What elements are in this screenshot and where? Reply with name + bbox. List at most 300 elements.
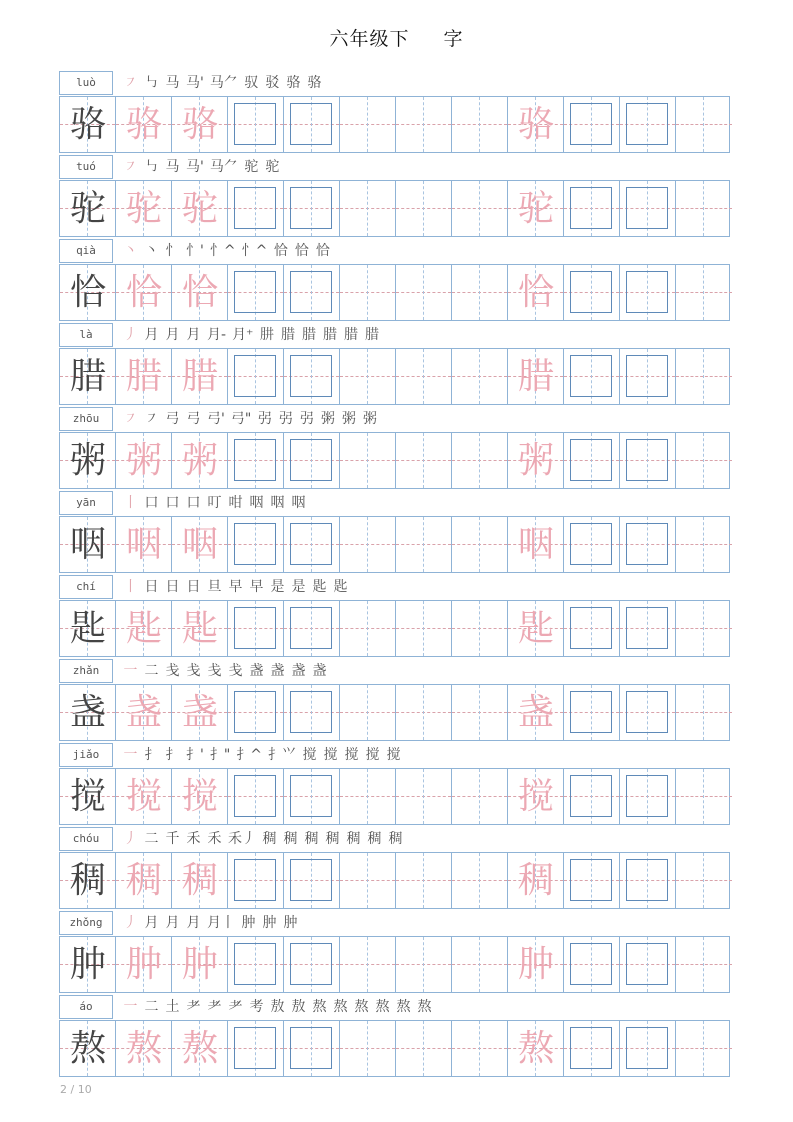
trace-character: 匙 xyxy=(181,608,218,649)
stroke-step: 口 xyxy=(186,495,201,511)
guide-vertical xyxy=(423,937,424,992)
stroke-order xyxy=(123,156,286,178)
trace-cell[interactable] xyxy=(116,601,172,656)
practice-cell[interactable] xyxy=(228,685,284,740)
practice-cell[interactable] xyxy=(284,97,340,152)
practice-cell[interactable] xyxy=(676,181,732,236)
model-character: 熬 xyxy=(69,1028,106,1069)
guide-vertical xyxy=(367,937,368,992)
guide-vertical xyxy=(703,265,704,320)
practice-cell[interactable] xyxy=(676,1021,732,1076)
inner-square xyxy=(234,439,276,481)
stroke-step: 稠 xyxy=(325,831,340,847)
stroke-step: 腊 xyxy=(280,327,295,343)
guide-vertical xyxy=(367,769,368,824)
trace-character: 肿 xyxy=(125,944,162,985)
practice-cell[interactable] xyxy=(564,769,620,824)
stroke-step: 搅 xyxy=(386,747,401,763)
pinyin-row xyxy=(59,574,730,601)
practice-cell[interactable] xyxy=(620,181,676,236)
pinyin-row xyxy=(59,238,730,265)
practice-cell[interactable] xyxy=(340,769,396,824)
stroke-step: 驳 xyxy=(265,75,280,91)
stroke-step: 肿 xyxy=(241,915,256,931)
practice-cell[interactable] xyxy=(340,181,396,236)
trace-cell[interactable] xyxy=(116,517,172,572)
stroke-step: 腊 xyxy=(343,327,358,343)
trace-cell[interactable] xyxy=(508,601,564,656)
practice-cell[interactable] xyxy=(228,97,284,152)
trace-cell[interactable] xyxy=(172,265,228,320)
trace-cell[interactable] xyxy=(508,265,564,320)
practice-cell[interactable] xyxy=(340,265,396,320)
practice-cell[interactable] xyxy=(284,601,340,656)
stroke-step: 盏 xyxy=(270,663,285,679)
practice-cell[interactable] xyxy=(620,1021,676,1076)
stroke-step: 丨 xyxy=(123,579,138,595)
guide-vertical xyxy=(479,601,480,656)
pinyin-label: zhǎn xyxy=(59,659,113,683)
practice-cell[interactable] xyxy=(676,433,732,488)
inner-square xyxy=(234,271,276,313)
stroke-step: 耂 xyxy=(207,999,222,1015)
stroke-step: 月⁺ xyxy=(232,327,254,343)
stroke-step: 旦 xyxy=(207,579,222,595)
stroke-step: 早 xyxy=(228,579,243,595)
trace-cell[interactable] xyxy=(172,181,228,236)
practice-cell[interactable] xyxy=(396,937,452,992)
trace-cell[interactable] xyxy=(172,685,228,740)
practice-cell[interactable] xyxy=(340,97,396,152)
practice-cell[interactable] xyxy=(676,601,732,656)
trace-character: 稠 xyxy=(125,860,162,901)
trace-cell[interactable] xyxy=(172,1021,228,1076)
practice-cell[interactable] xyxy=(564,601,620,656)
guide-vertical xyxy=(703,601,704,656)
stroke-order xyxy=(123,660,333,682)
practice-cell[interactable] xyxy=(452,1021,508,1076)
trace-cell[interactable] xyxy=(508,769,564,824)
practice-cell[interactable] xyxy=(564,685,620,740)
stroke-step: 盏 xyxy=(291,663,306,679)
stroke-step: 口 xyxy=(144,495,159,511)
practice-cell[interactable] xyxy=(228,349,284,404)
practice-cell[interactable] xyxy=(676,517,732,572)
stroke-step: 盏 xyxy=(312,663,327,679)
trace-cell[interactable] xyxy=(508,685,564,740)
guide-horizontal xyxy=(676,880,732,881)
practice-cell[interactable] xyxy=(676,937,732,992)
trace-cell[interactable] xyxy=(116,769,172,824)
trace-cell[interactable] xyxy=(116,853,172,908)
character-entry xyxy=(59,154,730,238)
trace-cell[interactable] xyxy=(172,97,228,152)
practice-cell[interactable] xyxy=(452,517,508,572)
practice-cell[interactable] xyxy=(228,853,284,908)
trace-cell[interactable] xyxy=(116,685,172,740)
guide-vertical xyxy=(479,181,480,236)
guide-vertical xyxy=(367,853,368,908)
model-cell xyxy=(60,97,116,152)
stroke-step: 丶 xyxy=(144,243,159,259)
guide-vertical xyxy=(703,97,704,152)
guide-vertical xyxy=(479,517,480,572)
model-cell xyxy=(60,853,116,908)
practice-cell[interactable] xyxy=(676,349,732,404)
stroke-step: 一 xyxy=(123,663,138,679)
trace-character: 盏 xyxy=(181,692,218,733)
stroke-step: 二 xyxy=(144,999,159,1015)
trace-cell[interactable] xyxy=(116,349,172,404)
practice-cell[interactable] xyxy=(284,853,340,908)
inner-square xyxy=(234,859,276,901)
character-entry xyxy=(59,406,730,490)
stroke-order xyxy=(123,744,407,766)
practice-cell[interactable] xyxy=(620,97,676,152)
practice-cell[interactable] xyxy=(620,517,676,572)
trace-character: 恰 xyxy=(125,272,162,313)
stroke-order xyxy=(123,996,438,1018)
practice-cell[interactable] xyxy=(284,1021,340,1076)
practice-cell[interactable] xyxy=(284,349,340,404)
pinyin-label: zhǒng xyxy=(59,911,113,935)
trace-character: 搅 xyxy=(517,776,554,817)
trace-character: 粥 xyxy=(517,440,554,481)
practice-cell[interactable] xyxy=(620,769,676,824)
stroke-step: 肿 xyxy=(262,915,277,931)
writing-grid xyxy=(59,516,730,573)
practice-cell[interactable] xyxy=(564,433,620,488)
pinyin-row xyxy=(59,910,730,937)
guide-vertical xyxy=(479,433,480,488)
pinyin-label: áo xyxy=(59,995,113,1019)
inner-square xyxy=(570,859,612,901)
inner-square xyxy=(290,271,332,313)
pinyin-label: qià xyxy=(59,239,113,263)
stroke-step: 熬 xyxy=(333,999,348,1015)
guide-vertical xyxy=(703,685,704,740)
stroke-step: 熬 xyxy=(312,999,327,1015)
practice-cell[interactable] xyxy=(564,349,620,404)
practice-cell[interactable] xyxy=(564,517,620,572)
stroke-order xyxy=(123,576,354,598)
practice-cell[interactable] xyxy=(228,265,284,320)
stroke-step: 粥 xyxy=(341,411,356,427)
practice-cell[interactable] xyxy=(396,349,452,404)
practice-cell[interactable] xyxy=(452,181,508,236)
practice-cell[interactable] xyxy=(620,349,676,404)
practice-cell[interactable] xyxy=(284,433,340,488)
stroke-step: 咽 xyxy=(270,495,285,511)
stroke-step: 恰 xyxy=(273,243,288,259)
stroke-step: 搅 xyxy=(302,747,317,763)
pinyin-label: là xyxy=(59,323,113,347)
guide-vertical xyxy=(479,937,480,992)
stroke-step: 扌" xyxy=(209,747,231,763)
guide-vertical xyxy=(703,349,704,404)
stroke-step: 二 xyxy=(144,663,159,679)
stroke-step: ㇇ xyxy=(144,411,159,427)
stroke-step: 稠 xyxy=(346,831,361,847)
character-entry xyxy=(59,658,730,742)
practice-cell[interactable] xyxy=(340,517,396,572)
trace-cell[interactable] xyxy=(116,265,172,320)
stroke-step: 熬 xyxy=(396,999,411,1015)
pinyin-row xyxy=(59,406,730,433)
stroke-step: 搅 xyxy=(323,747,338,763)
practice-cell[interactable] xyxy=(564,97,620,152)
stroke-step: 月 xyxy=(186,327,201,343)
trace-cell[interactable] xyxy=(172,517,228,572)
stroke-step: 扌⺍ xyxy=(268,747,297,763)
practice-cell[interactable] xyxy=(396,433,452,488)
inner-square xyxy=(290,187,332,229)
stroke-step: ㇉ xyxy=(144,75,159,91)
trace-character: 腊 xyxy=(181,356,218,397)
practice-cell[interactable] xyxy=(340,433,396,488)
practice-cell[interactable] xyxy=(396,517,452,572)
stroke-step: 咽 xyxy=(249,495,264,511)
trace-cell[interactable] xyxy=(172,853,228,908)
title-subject: 字 xyxy=(443,28,464,50)
model-character: 匙 xyxy=(69,608,106,649)
stroke-step: 恰 xyxy=(294,243,309,259)
trace-cell[interactable] xyxy=(508,937,564,992)
practice-cell[interactable] xyxy=(396,265,452,320)
model-cell xyxy=(60,349,116,404)
trace-cell[interactable] xyxy=(172,601,228,656)
guide-vertical xyxy=(367,685,368,740)
practice-cell[interactable] xyxy=(228,1021,284,1076)
stroke-step: 稠 xyxy=(367,831,382,847)
practice-cell[interactable] xyxy=(396,853,452,908)
practice-cell[interactable] xyxy=(452,601,508,656)
practice-cell[interactable] xyxy=(340,685,396,740)
guide-vertical xyxy=(479,349,480,404)
stroke-step: 盏 xyxy=(249,663,264,679)
practice-cell[interactable] xyxy=(340,937,396,992)
inner-square xyxy=(626,523,668,565)
trace-cell[interactable] xyxy=(172,769,228,824)
practice-cell[interactable] xyxy=(676,685,732,740)
practice-cell[interactable] xyxy=(228,517,284,572)
practice-cell[interactable] xyxy=(228,433,284,488)
inner-square xyxy=(570,1027,612,1069)
trace-cell[interactable] xyxy=(116,181,172,236)
stroke-step: 丶 xyxy=(123,243,138,259)
trace-cell[interactable] xyxy=(508,1021,564,1076)
practice-cell[interactable] xyxy=(564,181,620,236)
guide-vertical xyxy=(703,853,704,908)
stroke-step: 戋 xyxy=(165,663,180,679)
stroke-step: 腊 xyxy=(322,327,337,343)
practice-cell[interactable] xyxy=(452,349,508,404)
practice-cell[interactable] xyxy=(676,769,732,824)
practice-cell[interactable] xyxy=(564,1021,620,1076)
stroke-step: 驭 xyxy=(244,75,259,91)
guide-vertical xyxy=(367,1021,368,1076)
trace-cell[interactable] xyxy=(508,181,564,236)
trace-cell[interactable] xyxy=(508,349,564,404)
practice-cell[interactable] xyxy=(396,97,452,152)
inner-square xyxy=(570,103,612,145)
practice-cell[interactable] xyxy=(340,1021,396,1076)
trace-character: 匙 xyxy=(125,608,162,649)
stroke-step: 一 xyxy=(123,999,138,1015)
stroke-step: 二 xyxy=(144,831,159,847)
practice-cell[interactable] xyxy=(228,769,284,824)
practice-cell[interactable] xyxy=(620,853,676,908)
practice-cell[interactable] xyxy=(452,937,508,992)
character-entry xyxy=(59,574,730,658)
practice-cell[interactable] xyxy=(340,601,396,656)
guide-vertical xyxy=(423,853,424,908)
practice-cell[interactable] xyxy=(340,853,396,908)
trace-cell[interactable] xyxy=(172,937,228,992)
practice-cell[interactable] xyxy=(452,433,508,488)
inner-square xyxy=(234,607,276,649)
practice-cell[interactable] xyxy=(620,265,676,320)
practice-cell[interactable] xyxy=(284,769,340,824)
practice-cell[interactable] xyxy=(284,685,340,740)
trace-character: 熬 xyxy=(517,1028,554,1069)
model-character: 咽 xyxy=(69,524,106,565)
inner-square xyxy=(570,607,612,649)
practice-cell[interactable] xyxy=(676,97,732,152)
title-grade: 六年级下 xyxy=(329,28,410,50)
inner-square xyxy=(290,355,332,397)
stroke-step: 稠 xyxy=(262,831,277,847)
stroke-order xyxy=(123,72,328,94)
practice-cell[interactable] xyxy=(620,433,676,488)
stroke-step: 月 xyxy=(165,327,180,343)
stroke-order xyxy=(123,492,312,514)
practice-cell[interactable] xyxy=(396,601,452,656)
character-entry xyxy=(59,910,730,994)
guide-horizontal xyxy=(676,460,732,461)
trace-character: 盏 xyxy=(125,692,162,733)
practice-cell[interactable] xyxy=(228,181,284,236)
practice-cell[interactable] xyxy=(452,265,508,320)
trace-cell[interactable] xyxy=(508,517,564,572)
practice-cell[interactable] xyxy=(396,181,452,236)
practice-cell[interactable] xyxy=(396,769,452,824)
model-character: 骆 xyxy=(69,104,106,145)
practice-cell[interactable] xyxy=(284,517,340,572)
practice-cell[interactable] xyxy=(564,265,620,320)
writing-grid xyxy=(59,684,730,741)
practice-cell[interactable] xyxy=(452,853,508,908)
practice-cell[interactable] xyxy=(620,685,676,740)
trace-character: 稠 xyxy=(517,860,554,901)
stroke-step: 腊 xyxy=(364,327,379,343)
stroke-step: 土 xyxy=(165,999,180,1015)
trace-character: 肿 xyxy=(517,944,554,985)
stroke-step: 咽 xyxy=(291,495,306,511)
practice-cell[interactable] xyxy=(564,937,620,992)
inner-square xyxy=(234,355,276,397)
guide-horizontal xyxy=(676,544,732,545)
guide-vertical xyxy=(479,685,480,740)
practice-cell[interactable] xyxy=(396,1021,452,1076)
trace-cell[interactable] xyxy=(508,433,564,488)
guide-horizontal xyxy=(676,796,732,797)
trace-character: 驼 xyxy=(125,188,162,229)
trace-cell[interactable] xyxy=(116,1021,172,1076)
trace-character: 肿 xyxy=(181,944,218,985)
trace-character: 骆 xyxy=(125,104,162,145)
trace-character: 驼 xyxy=(181,188,218,229)
practice-cell[interactable] xyxy=(284,265,340,320)
pinyin-row xyxy=(59,994,730,1021)
guide-vertical xyxy=(423,1021,424,1076)
practice-cell[interactable] xyxy=(452,769,508,824)
practice-cell[interactable] xyxy=(284,181,340,236)
trace-cell[interactable] xyxy=(172,433,228,488)
model-character: 驼 xyxy=(69,188,106,229)
trace-cell[interactable] xyxy=(116,433,172,488)
practice-cell[interactable] xyxy=(676,853,732,908)
guide-horizontal xyxy=(676,376,732,377)
trace-cell[interactable] xyxy=(172,349,228,404)
stroke-step: 丨 xyxy=(123,495,138,511)
trace-character: 骆 xyxy=(517,104,554,145)
character-entry xyxy=(59,826,730,910)
trace-cell[interactable] xyxy=(508,853,564,908)
practice-cell[interactable] xyxy=(620,937,676,992)
inner-square xyxy=(626,607,668,649)
practice-cell[interactable] xyxy=(284,937,340,992)
practice-cell[interactable] xyxy=(228,601,284,656)
writing-grid xyxy=(59,852,730,909)
trace-cell[interactable] xyxy=(508,97,564,152)
trace-character: 咽 xyxy=(517,524,554,565)
practice-cell[interactable] xyxy=(676,265,732,320)
practice-cell[interactable] xyxy=(452,685,508,740)
practice-cell[interactable] xyxy=(564,853,620,908)
model-cell xyxy=(60,685,116,740)
trace-cell[interactable] xyxy=(116,97,172,152)
stroke-step: 稠 xyxy=(388,831,403,847)
inner-square xyxy=(234,103,276,145)
stroke-step: 考 xyxy=(249,999,264,1015)
pinyin-row xyxy=(59,742,730,769)
writing-grid xyxy=(59,768,730,825)
guide-vertical xyxy=(367,349,368,404)
inner-square xyxy=(570,523,612,565)
practice-cell[interactable] xyxy=(396,685,452,740)
stroke-step: 马⺈ xyxy=(209,75,238,91)
practice-cell[interactable] xyxy=(340,349,396,404)
stroke-step: 月丨 xyxy=(207,915,235,931)
stroke-step: 搅 xyxy=(344,747,359,763)
guide-vertical xyxy=(479,97,480,152)
writing-grid xyxy=(59,96,730,153)
model-character: 搅 xyxy=(69,776,106,817)
practice-cell[interactable] xyxy=(452,97,508,152)
guide-horizontal xyxy=(676,964,732,965)
stroke-step: 是 xyxy=(291,579,306,595)
stroke-step: 敖 xyxy=(270,999,285,1015)
guide-vertical xyxy=(479,769,480,824)
stroke-step: 弓" xyxy=(230,411,252,427)
stroke-step: 戋 xyxy=(207,663,222,679)
practice-cell[interactable] xyxy=(620,601,676,656)
inner-square xyxy=(626,859,668,901)
practice-cell[interactable] xyxy=(228,937,284,992)
model-character: 肿 xyxy=(69,944,106,985)
trace-cell[interactable] xyxy=(116,937,172,992)
